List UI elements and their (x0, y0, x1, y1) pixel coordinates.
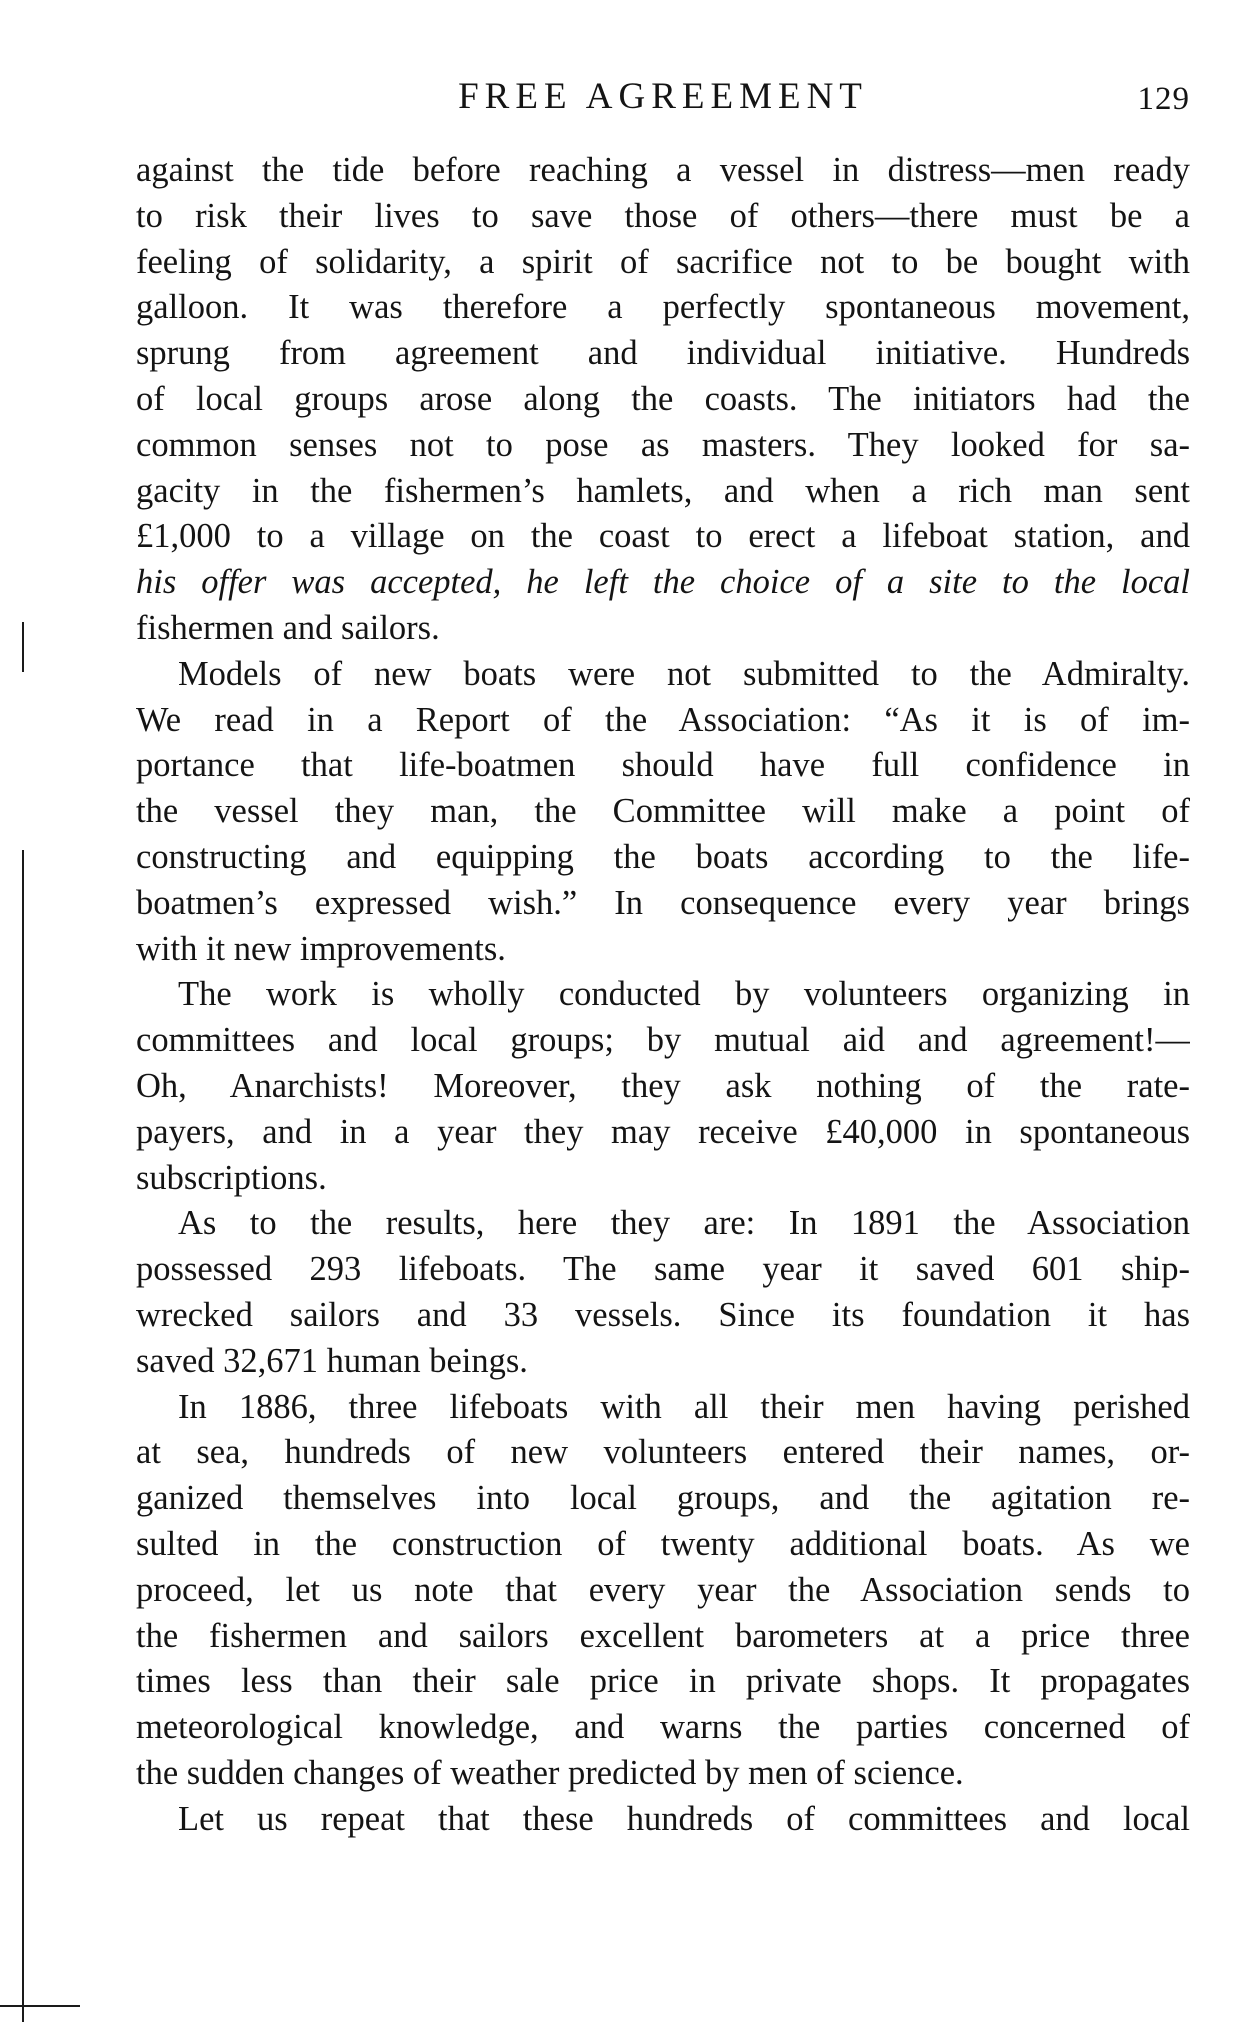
text-line: proceed, let us note that every year the Association sends to (136, 1570, 1190, 1609)
text-line: wrecked sailors and 33 vessels. Since its foundation it has (136, 1295, 1190, 1334)
text-line: constructing and equipping the boats according to the life- (136, 837, 1190, 876)
text-line: possessed 293 lifeboats. The same year it saved 601 ship- (136, 1250, 1190, 1289)
text-line: common senses not to pose as masters. They looked for sa- (136, 425, 1190, 464)
text-line: the fishermen and sailors excellent barometers at a price three (136, 1616, 1190, 1655)
page-header (136, 72, 1190, 122)
text-line: the sudden changes of weather predicted by men of science. (136, 1753, 964, 1792)
scan-margin-mark (22, 622, 24, 672)
text-line: subscriptions. (136, 1158, 327, 1197)
text-line: Let us repeat that these hundreds of committees and local (178, 1799, 1190, 1838)
text-line: £1,000 to a village on the coast to erect a lifeboat station, and (136, 517, 1190, 556)
text-line: with it new improvements. (136, 929, 506, 968)
text-line: boatmen’s expressed wish.” In consequence every year brings (136, 883, 1190, 922)
text-line: of local groups arose along the coasts. The initiators had the (136, 379, 1190, 418)
text-line: fishermen and sailors. (136, 608, 440, 647)
running-title: FREE AGREEMENT (458, 76, 868, 117)
text-line: times less than their sale price in private shops. It propagates (136, 1662, 1190, 1701)
text-line: portance that life-boatmen should have full confidence in (136, 746, 1190, 785)
text-line: In 1886, three lifeboats with all their men having perished (178, 1387, 1190, 1426)
scan-corner-line (0, 2005, 80, 2007)
text-line: The work is wholly conducted by volunteers organizing in (178, 975, 1190, 1014)
text-line: galloon. It was therefore a perfectly spontaneous movement, (136, 288, 1190, 327)
text-line: committees and local groups; by mutual aid and agreement!— (136, 1021, 1190, 1060)
text-line: Models of new boats were not submitted to the Admiralty. (178, 654, 1190, 693)
text-line: saved 32,671 human beings. (136, 1341, 528, 1380)
text-line: ganized themselves into local groups, and the agitation re- (136, 1479, 1190, 1518)
page-number: 129 (1137, 81, 1190, 117)
text-line: sulted in the construction of twenty additional boats. As we (136, 1524, 1190, 1563)
text-line: gacity in the fishermen’s hamlets, and when a rich man sent (136, 471, 1190, 510)
text-line: feeling of solidarity, a spirit of sacrifice not to be bought with (136, 242, 1190, 281)
text-line: his offer was accepted, he left the choice of a site to the local (136, 563, 1190, 602)
text-line: Oh, Anarchists! Moreover, they ask nothing of the rate- (136, 1066, 1190, 1105)
body-text (136, 148, 1190, 1842)
text-line: meteorological knowledge, and warns the parties concerned of (136, 1708, 1190, 1747)
text-line: the vessel they man, the Committee will make a point of (136, 792, 1190, 831)
text-line: at sea, hundreds of new volunteers entered their names, or- (136, 1433, 1190, 1472)
text-line: payers, and in a year they may receive £40,000 in spontaneous (136, 1112, 1190, 1151)
text-line: against the tide before reaching a vessel in distress—men ready (136, 151, 1190, 189)
scan-margin-line (22, 850, 24, 2022)
text-line: sprung from agreement and individual initiative. Hundreds (136, 334, 1190, 373)
text-line: As to the results, here they are: In 1891 the Association (178, 1204, 1190, 1243)
text-line: to risk their lives to save those of others—there must be a (136, 196, 1190, 235)
text-line: We read in a Report of the Association: “As it is of im- (136, 700, 1190, 739)
